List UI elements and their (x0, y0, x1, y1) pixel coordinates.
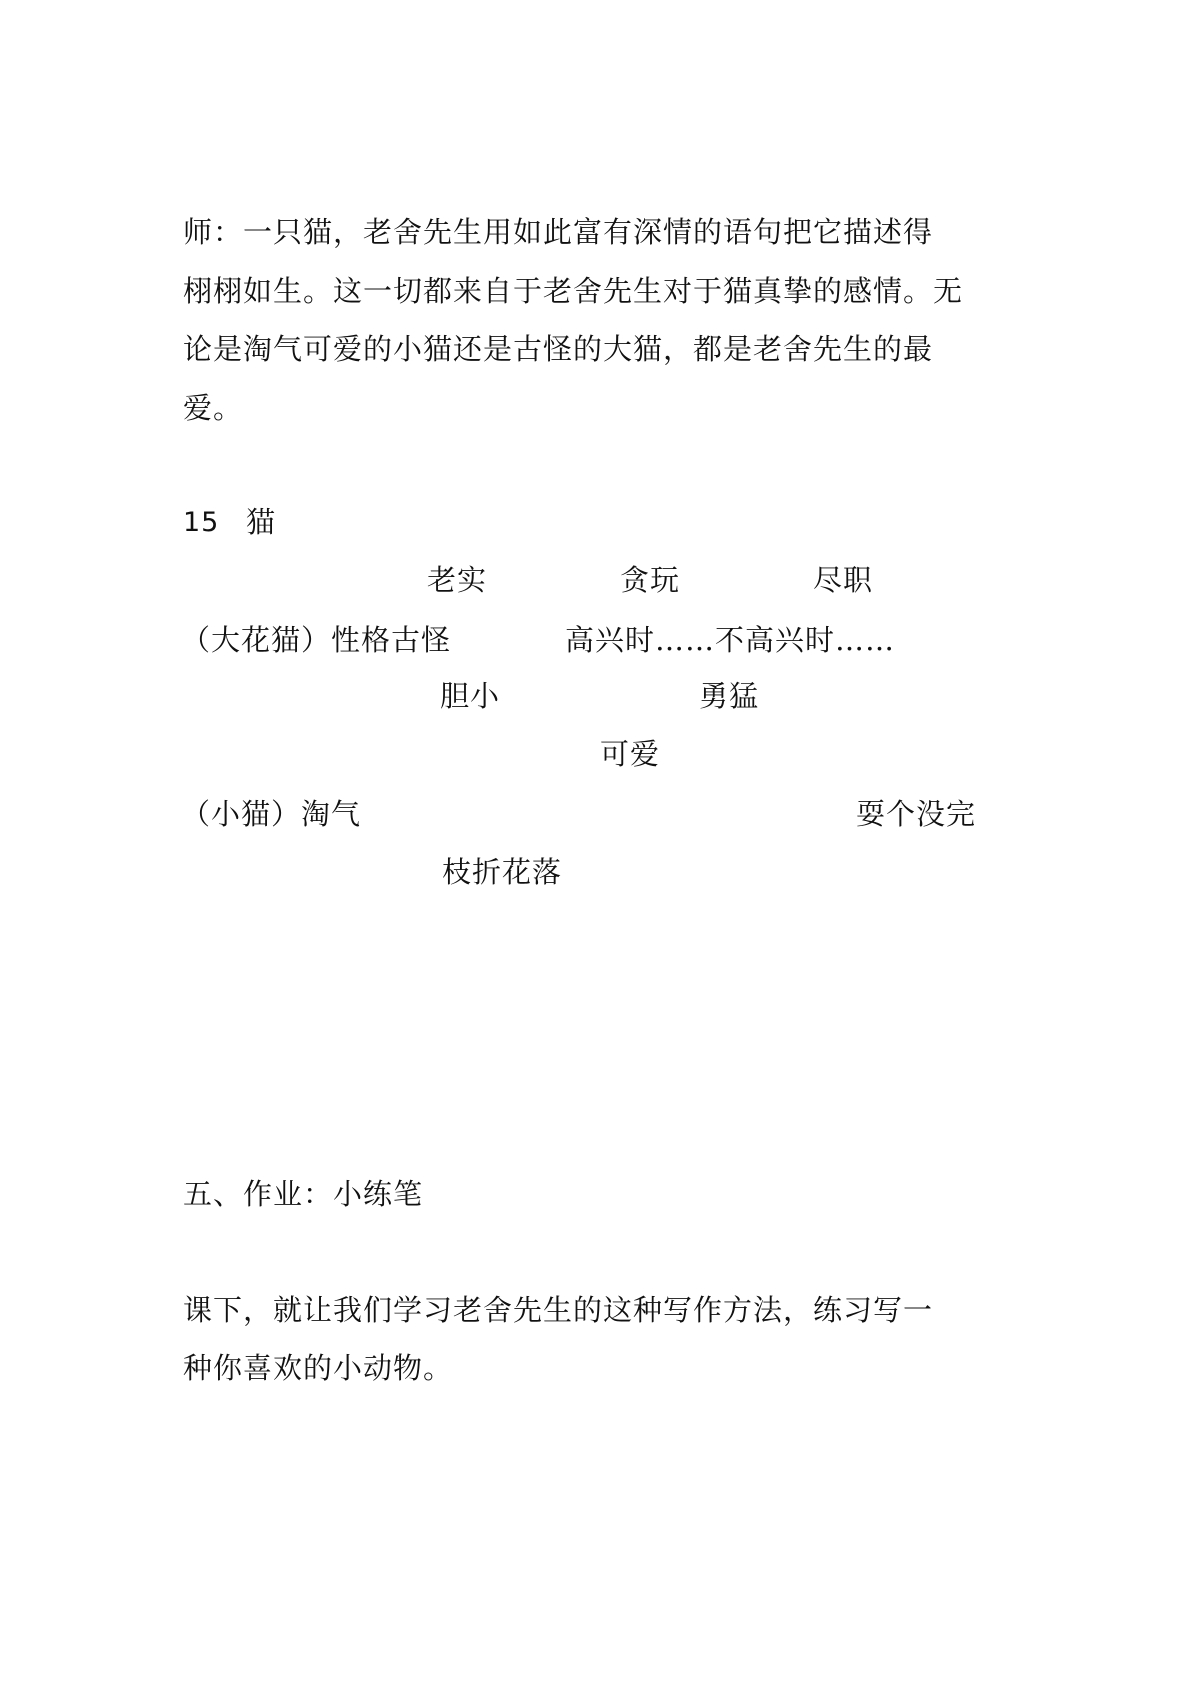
trait-playful: 贪玩 (620, 563, 681, 597)
intro-line-3: 论是淘气可爱的小猫还是古怪的大猫，都是老舍先生的最 (183, 332, 934, 366)
trait-honest: 老实 (427, 563, 488, 597)
intro-line-1: 师：一只猫，老舍先生用如此富有深情的语句把它描述得 (183, 215, 934, 249)
kitten-mess: 枝折花落 (442, 855, 563, 889)
kitten-play: 耍个没完 (856, 797, 977, 831)
lesson-title: 猫 (246, 505, 277, 539)
big-cat-label: （大花猫）性格古怪 (181, 623, 452, 657)
intro-line-4: 爱。 (183, 391, 244, 425)
homework-line-2: 种你喜欢的小动物。 (183, 1351, 454, 1385)
trait-brave: 勇猛 (699, 679, 760, 713)
kitten-cute: 可爱 (600, 737, 661, 771)
big-cat-mood: 高兴时……不高兴时…… (565, 623, 896, 657)
trait-timid: 胆小 (440, 679, 501, 713)
trait-dutiful: 尽职 (813, 563, 874, 597)
kitten-label: （小猫）淘气 (181, 797, 362, 831)
homework-line-1: 课下，就让我们学习老舍先生的这种写作方法，练习写一 (183, 1293, 934, 1327)
intro-line-2: 栩栩如生。这一切都来自于老舍先生对于猫真挚的感情。无 (183, 274, 964, 308)
homework-heading: 五、作业：小练笔 (183, 1177, 424, 1211)
lesson-number: 15 (183, 507, 220, 538)
